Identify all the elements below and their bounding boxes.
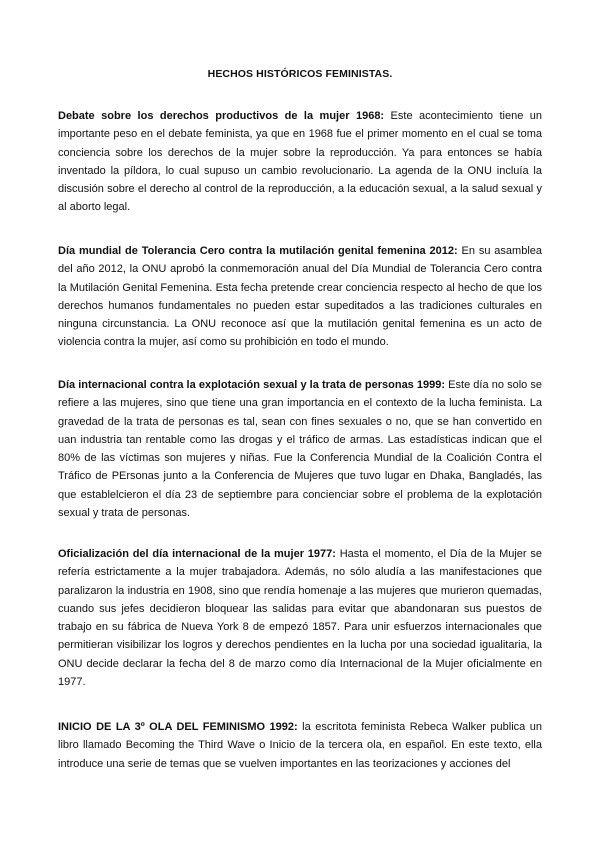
paragraph-heading: Debate sobre los derechos productivos de la mujer 1968:: [58, 110, 385, 122]
paragraph-heading: INICIO DE LA 3º OLA DEL FEMINISMO 1992:: [58, 721, 298, 733]
paragraph: [58, 107, 542, 217]
paragraph-body: En su asamblea del año 2012, la ONU aprobó la conmemoración anual del Día Mundial de Tolerancia Cero contra la Mutilación Genital Femenina. Esta fecha pretende crear conciencia respecto al hecho de que los derechos humanos fundamentales no pueden estar supeditados a las tradiciones culturales en ninguna circunstancia. La ONU reconoce así que la mutilación genital femenina es un acto de violencia contra la mujer, así como su prohibición en todo el mundo.: [58, 245, 543, 349]
paragraph-body: Este día no solo se refiere a las mujeres, sino que tiene una gran importancia en el contexto de la lucha feminista. La gravedad de la trata de personas es tal, sean con fines sexuales o no, que se han convertido en uan industria tan rentable como las drogas y el tráfico de armas. Las estadísticas indican que el 80% de las víctimas son mujeres y niñas. Fue la Conferencia Mundial de la Coalición Contra el Tráfico de PErsonas junto a la Conferencia de Mujeres que tuvo lugar en Dhaka, Bangladés, las que establelcieron el día 23 de septiembre para concienciar sobre el problema de la explotación sexual y trata de personas.: [58, 379, 542, 520]
paragraph-heading: Día mundial de Tolerancia Cero contra la mutilación genital femenina 2012:: [58, 245, 458, 257]
paragraph-heading: Oficialización del día internacional de la mujer 1977:: [58, 548, 336, 560]
paragraph-body: Este acontecimiento tiene un importante peso en el debate feminista, ya que en 1968 fue el primer momento en el cual se toma conciencia sobre los derechos de la mujer sobre la reproducción. Ya para entonces se había inventado la píldora, lo cual supuso un cambio revolucionario. La agenda de la ONU incluía la discusión sobre el derecho al control de la reproducción, a la educación sexual, a la salud sexual y al aborto legal.: [58, 110, 543, 214]
paragraph-body: Hasta el momento, el Día de la Mujer se refería estrictamente a la mujer trabajadora. Además, no sólo aludía a las manifestaciones que paralizaron la industria en 1908, sino que rendía homenaje a las mujeres que murieron quemadas, cuando sus jefes decidieron bloquear las salidas para evitar que abandonaran sus puestos de trabajo en su fábrica de Nueva York 8 de empezó 1857. Para unir esfuerzos internacionales que permitieran visibilizar los logros y derechos pendientes en la lucha por una sociedad igualitaria, la ONU decide declarar la fecha del 8 de marzo como día Internacional de la Mujer oficialmente en 1977.: [58, 548, 542, 689]
paragraph-heading: Día internacional contra la explotación sexual y la trata de personas 1999:: [58, 379, 446, 391]
paragraph: [58, 242, 542, 352]
paragraph-body: la escritota feminista Rebeca Walker publica un libro llamado Becoming the Third Wave o Inicio de la tercera ola, en español. En este texto, ella introduce una serie de temas que se vuelven importantes en las teorizaciones y acciones del: [58, 721, 542, 770]
paragraph: [58, 545, 542, 691]
paragraph: [58, 376, 542, 522]
document-title: HECHOS HISTÓRICOS FEMINISTAS.: [207, 68, 393, 80]
paragraph: [58, 718, 542, 773]
